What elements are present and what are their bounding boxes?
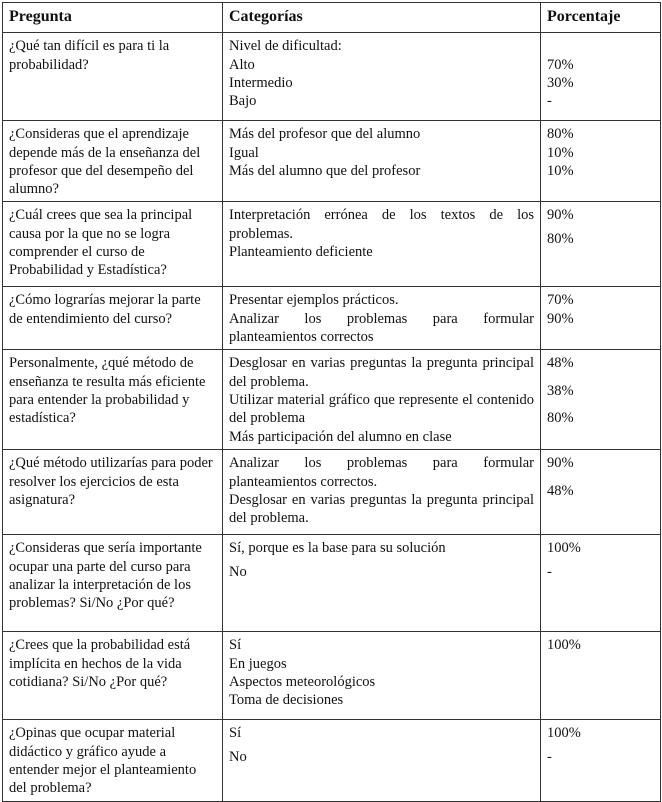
categories-cell	[223, 121, 541, 202]
percent-value: 10%	[547, 162, 574, 179]
survey-table	[2, 2, 661, 802]
category-item: No	[229, 748, 247, 765]
percent-value: 48%	[547, 355, 574, 372]
percent-value: -	[547, 93, 552, 110]
percent-value: 90%	[547, 455, 574, 472]
category-item: Sí	[229, 637, 242, 654]
question-cell	[3, 632, 223, 720]
categories-cell	[223, 33, 541, 121]
category-item: Desglosar en varias preguntas la pregunta principal del problema.	[229, 355, 534, 390]
categories-cell	[223, 632, 541, 720]
table-row	[3, 535, 661, 632]
category-item: Más del alumno que del profesor	[229, 162, 421, 179]
percent-value: 30%	[547, 74, 574, 91]
percent-cell	[541, 450, 661, 535]
percent-value: 90%	[547, 207, 574, 224]
percent-value: 48%	[547, 482, 574, 499]
percent-value: 10%	[547, 144, 574, 161]
percent-value: -	[547, 563, 552, 580]
percent-cell	[541, 287, 661, 350]
table-row	[3, 287, 661, 350]
category-item: Utilizar material gráfico que represente el contenido del problema	[229, 391, 534, 427]
percent-cell	[541, 632, 661, 720]
question-text: ¿Consideras que el aprendizaje depende más de la enseñanza del profesor que del desempeño del alumno?	[9, 126, 201, 198]
question-text: ¿Crees que la probabilidad está implícita en hechos de la vida cotidiana? Si/No ¿Por qué?	[9, 637, 191, 690]
categories-cell	[223, 202, 541, 287]
category-item: Igual	[229, 144, 259, 161]
category-item: Presentar ejemplos prácticos.	[229, 292, 399, 309]
table-row	[3, 121, 661, 202]
percent-value: 70%	[547, 292, 574, 309]
table-row	[3, 450, 661, 535]
category-item: Interpretación errónea de los textos de los problemas.	[229, 207, 534, 242]
question-text: ¿Qué método utilizarías para poder resolver los ejercicios de esta asignatura?	[9, 455, 213, 508]
question-cell	[3, 33, 223, 121]
table-row	[3, 202, 661, 287]
question-text: ¿Cuál crees que sea la principal causa por la que no se logra comprender el curso de Probabilidad y Estadística?	[9, 207, 193, 279]
question-cell	[3, 720, 223, 801]
question-text: ¿Opinas que ocupar material didáctico y gráfico ayude a entender mejor el planteamiento del problema?	[9, 725, 197, 797]
category-item: Sí	[229, 725, 242, 742]
question-text: ¿Cómo lograrías mejorar la parte de entendimiento del curso?	[9, 292, 201, 327]
percent-value: 100%	[547, 540, 581, 557]
percent-value: 80%	[547, 126, 574, 143]
percent-value	[547, 37, 654, 55]
header-row	[3, 3, 661, 33]
percent-value: 80%	[547, 409, 574, 426]
categories-cell	[223, 450, 541, 535]
table-row	[3, 33, 661, 121]
category-item: Más del profesor que del alumno	[229, 126, 421, 143]
percent-value: 80%	[547, 230, 574, 247]
percent-cell	[541, 720, 661, 801]
categories-cell	[223, 287, 541, 350]
question-cell	[3, 535, 223, 632]
category-item: Analizar los problemas para formular planteamientos correctos	[229, 310, 534, 346]
category-item: Sí, porque es la base para su solución	[229, 540, 446, 557]
question-cell	[3, 450, 223, 535]
category-item: Desglosar en varias preguntas la pregunta principal del problema.	[229, 491, 534, 527]
percent-cell	[541, 33, 661, 121]
question-cell	[3, 350, 223, 450]
question-cell	[3, 121, 223, 202]
question-text: ¿Consideras que sería importante ocupar una parte del curso para analizar la interpretación de los problemas? Si/No ¿Por qué?	[9, 540, 202, 612]
categories-cell	[223, 535, 541, 632]
categories-cell	[223, 350, 541, 450]
category-item: Planteamiento deficiente	[229, 244, 373, 261]
category-item: Toma de decisiones	[229, 692, 344, 709]
percent-value: 70%	[547, 56, 574, 73]
question-text: Personalmente, ¿qué método de enseñanza te resulta más eficiente para entender la probabilidad y estadística?	[9, 355, 206, 427]
percent-value: 90%	[547, 310, 574, 327]
percent-value: -	[547, 748, 552, 765]
category-item: Nivel de dificultad:	[229, 38, 342, 55]
category-item: Analizar los problemas para formular planteamientos correctos.	[229, 455, 534, 490]
category-item: Alto	[229, 56, 255, 73]
percent-value: 38%	[547, 382, 574, 399]
percent-cell	[541, 202, 661, 287]
category-item: Bajo	[229, 93, 257, 110]
percent-value: 100%	[547, 637, 581, 654]
category-item: Más participación del alumno en clase	[229, 428, 452, 445]
category-item: No	[229, 563, 247, 580]
question-cell	[3, 202, 223, 287]
table-row	[3, 350, 661, 450]
header-porcentaje: Porcentaje	[541, 3, 661, 33]
header-categorias: Categorías	[223, 3, 541, 33]
percent-cell	[541, 535, 661, 632]
percent-cell	[541, 121, 661, 202]
header-pregunta: Pregunta	[3, 3, 223, 33]
table-row	[3, 720, 661, 801]
category-item: En juegos	[229, 655, 287, 672]
table-row	[3, 632, 661, 720]
categories-cell	[223, 720, 541, 801]
category-item: Aspectos meteorológicos	[229, 673, 376, 690]
percent-value: 100%	[547, 725, 581, 742]
question-cell	[3, 287, 223, 350]
percent-cell	[541, 350, 661, 450]
category-item: Intermedio	[229, 74, 293, 91]
question-text: ¿Qué tan difícil es para ti la probabilidad?	[9, 38, 170, 73]
